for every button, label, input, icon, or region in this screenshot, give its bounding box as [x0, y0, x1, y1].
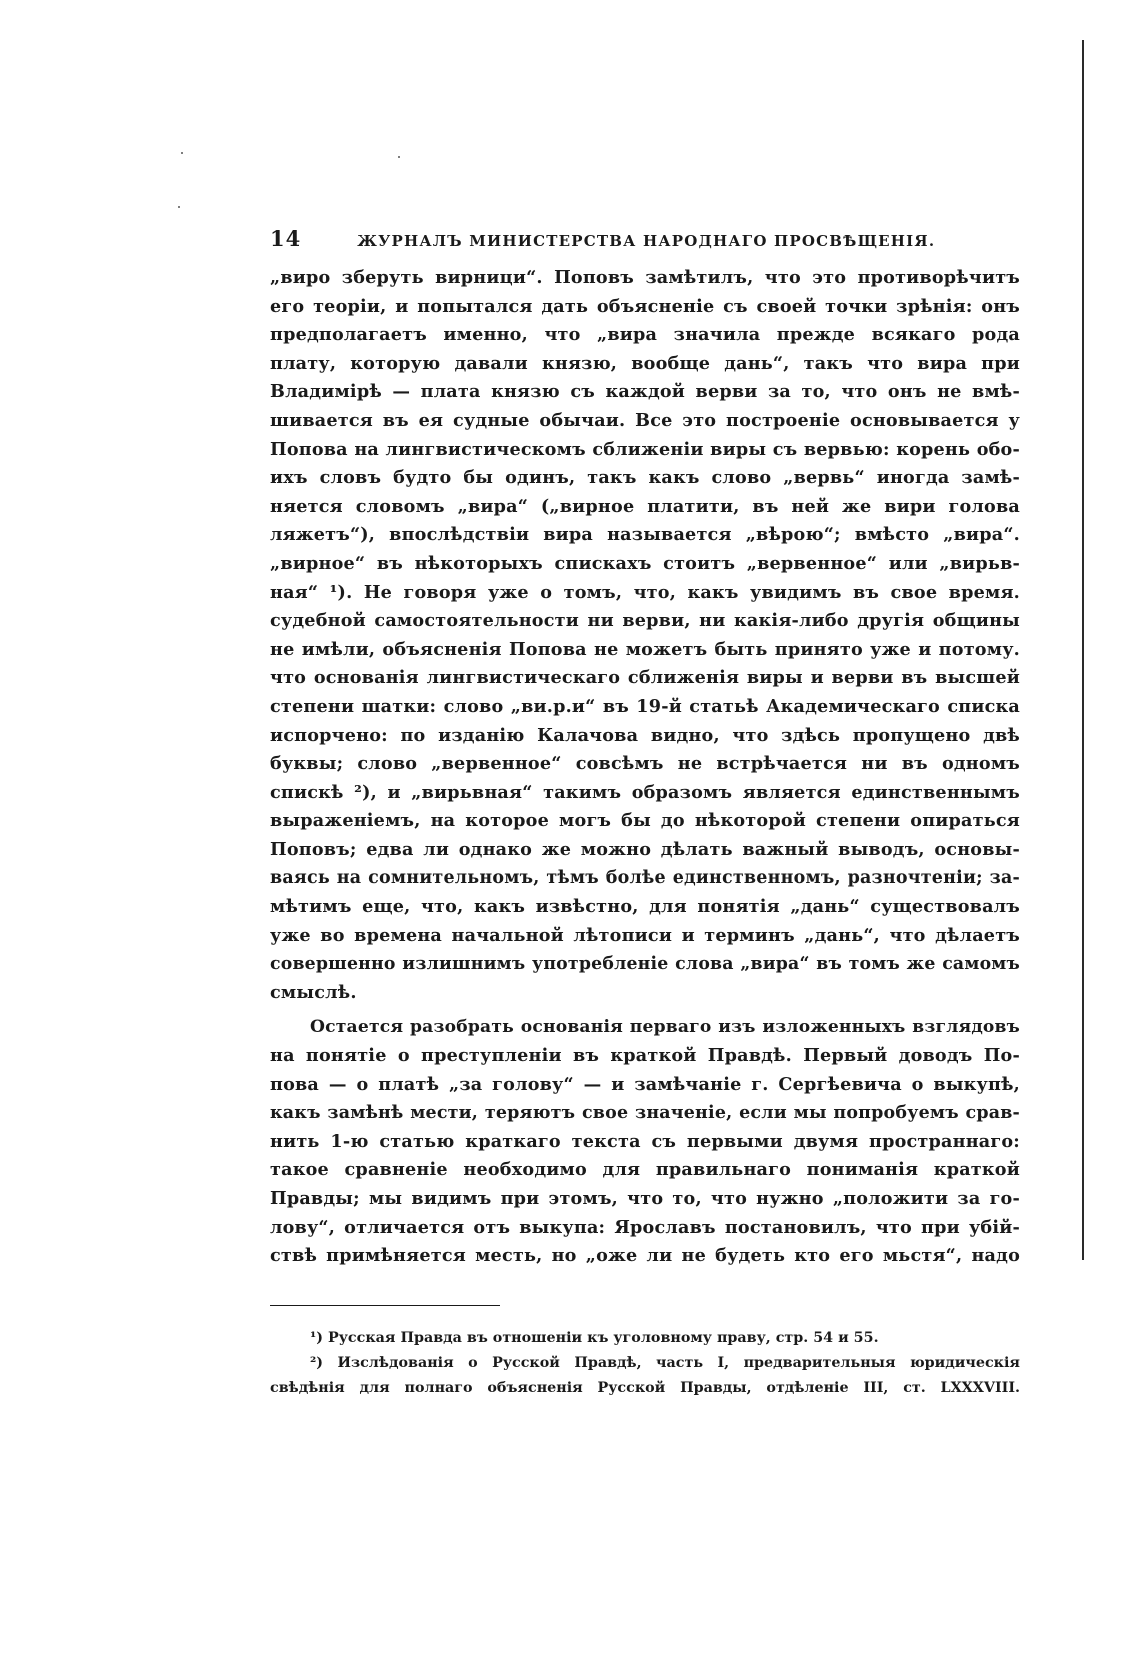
text-line: его теоріи, и попытался дать объясненіе съ своей точки зрѣнія: онъ — [270, 295, 1020, 317]
text-line: Остается разобрать основанія перваго изъ изложенныхъ взглядовъ — [310, 1017, 1020, 1038]
text-line: пова — о платѣ „за голову“ — и замѣчаніе г. Сергѣевича о выкупѣ, — [270, 1073, 1020, 1095]
footnotes — [270, 1326, 1020, 1401]
text-line: выраженіемъ, на которое могъ бы до нѣкоторой степени опираться — [270, 810, 1020, 832]
book-page — [270, 226, 1020, 1401]
text-line: совершенно излишнимъ употребленіе слова „вира“ въ томъ же самомъ — [270, 954, 1020, 975]
text-line: Поповъ; едва ли однако же можно дѣлать важный выводъ, основы- — [270, 838, 1020, 860]
scan-speck — [181, 152, 183, 154]
text-line: какъ замѣнѣ мести, теряютъ свое значеніе, если мы попробуемъ срав- — [270, 1103, 1020, 1124]
text-line: Владимірѣ — плата князю съ каждой верви за то, что онъ не вмѣ- — [270, 381, 1020, 403]
page-number: 14 — [270, 226, 302, 251]
text-line: испорчено: по изданію Калачова видно, что здѣсь пропущено двѣ — [270, 724, 1020, 746]
text-line: мѣтимъ еще, что, какъ извѣстно, для понятія „дань“ существовалъ — [270, 896, 1020, 918]
text-line: уже во времена начальной лѣтописи и терминъ „дань“, что дѣлаетъ — [270, 924, 1020, 946]
text-line: нить 1-ю статью краткаго текста съ первыми двумя пространнаго: — [270, 1130, 1020, 1152]
text-line: спискѣ ²), и „вирьвная“ такимъ образомъ является единственнымъ — [270, 781, 1020, 803]
text-line: шивается въ ея судные обычаи. Все это построеніе основывается у — [270, 409, 1020, 431]
text-line: плату, которую давали князю, вообще дань“, такъ что вира при — [270, 352, 1020, 374]
text-line: ствѣ примѣняется месть, но „оже ли не будеть кто его мьстя“, надо — [270, 1245, 1020, 1267]
footnote-rule — [270, 1305, 500, 1306]
scan-speck — [178, 206, 180, 208]
footnote-2-continuation: свѣдѣнія для полнаго объясненія Русской Правды, отдѣленіе III, ст. LXXXVIII. — [270, 1379, 1020, 1396]
paragraph-2 — [270, 1013, 1020, 1270]
text-line: Попова на лингвистическомъ сближеніи виры съ вервью: корень обо- — [270, 438, 1020, 460]
text-line: „виро зберуть вирници“. Поповъ замѣтилъ, что это противорѣчитъ — [270, 267, 1020, 288]
text-line: предполагаетъ именно, что „вира значила прежде всякаго рода — [270, 324, 1020, 346]
footnote-1: ¹) Русская Правда въ отношеніи къ уголовному праву, стр. 54 и 55. — [310, 1329, 879, 1346]
text-line: степени шатки: слово „ви.р.и“ въ 19-й статьѣ Академическаго списка — [270, 695, 1020, 717]
text-line: Правды; мы видимъ при этомъ, что то, что нужно „положити за го- — [270, 1188, 1020, 1209]
text-line: ляжетъ“), впослѣдствіи вира называется „вѣрою“; вмѣсто „вира“. — [270, 524, 1020, 546]
paragraph-1 — [270, 264, 1020, 1007]
text-line: ихъ словъ будто бы одинъ, такъ какъ слово „вервь“ иногда замѣ- — [270, 467, 1020, 489]
text-line: ваясь на сомнительномъ, тѣмъ болѣе единственномъ, разночтеніи; за- — [270, 868, 1020, 889]
text-line: буквы; слово „вервенное“ совсѣмъ не встрѣчается ни въ одномъ — [270, 753, 1020, 775]
footnote-2: ²) Изслѣдованія о Русской Правдѣ, часть I, предварительныя юридическія — [310, 1354, 1020, 1371]
text-line: на понятіе о преступленіи въ краткой Правдѣ. Первый доводъ По- — [270, 1045, 1020, 1067]
text-line: что основанія лингвистическаго сближенія виры и верви въ высшей — [270, 667, 1020, 689]
scan-speck — [398, 156, 400, 158]
page-header — [270, 226, 1020, 258]
text-line: ная“ ¹). Не говоря уже о томъ, что, какъ увидимъ въ свое время. — [270, 581, 1020, 603]
text-line: судебной самостоятельности ни верви, ни какія-либо другія общины — [270, 610, 1020, 632]
text-line: не имѣли, объясненія Попова не можетъ быть принято уже и потому. — [270, 638, 1020, 660]
running-title: ЖУРНАЛЪ МИНИСТЕРСТВА НАРОДНАГО ПРОСВѢЩЕНІЯ. — [357, 232, 936, 250]
body-text — [270, 264, 1020, 1271]
scan-edge-line — [1082, 40, 1084, 1260]
text-line: лову“, отличается отъ выкупа: Ярославъ постановилъ, что при убій- — [270, 1216, 1020, 1238]
text-line: „вирное“ въ нѣкоторыхъ спискахъ стоитъ „вервенное“ или „вирьв- — [270, 552, 1020, 574]
text-line: няется словомъ „вира“ („вирное платити, въ ней же вири голова — [270, 495, 1020, 517]
text-line: смыслѣ. — [270, 981, 357, 1003]
text-line: такое сравненіе необходимо для правильнаго пониманія краткой — [270, 1159, 1020, 1181]
